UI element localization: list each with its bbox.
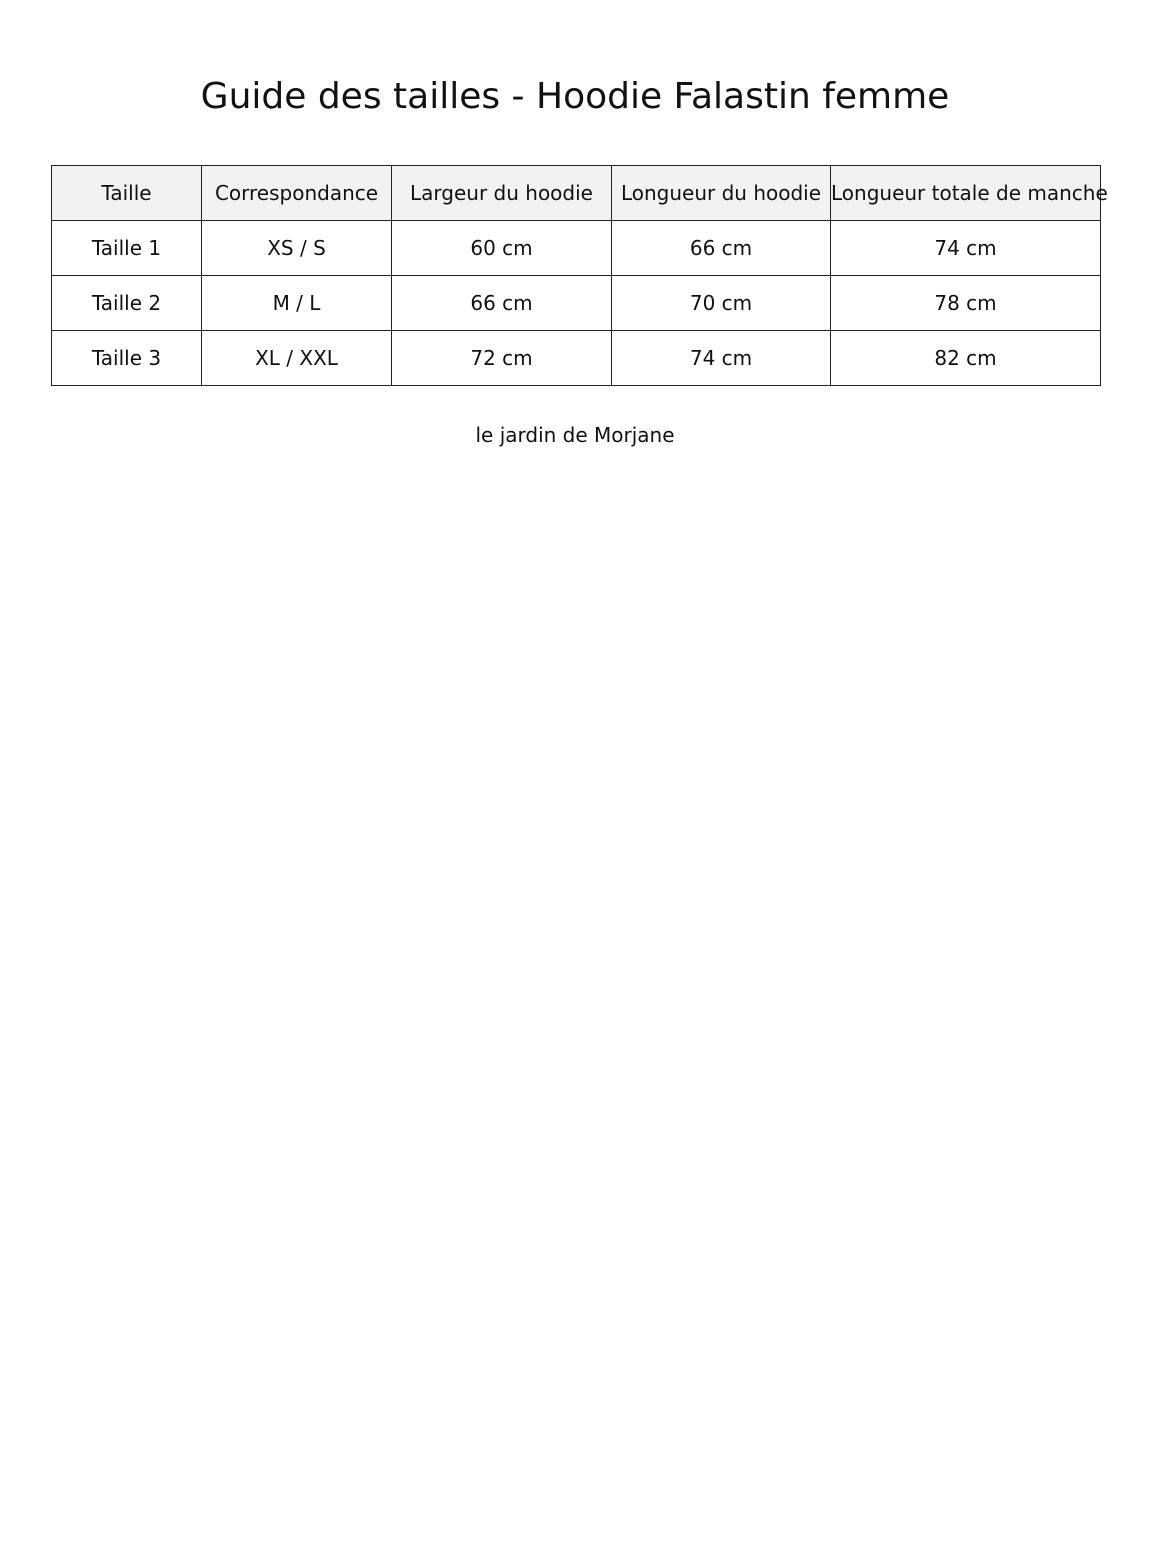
table-cell: 78 cm [831,276,1101,331]
table-cell: 74 cm [612,331,831,386]
table-cell: 74 cm [831,221,1101,276]
table-row [52,331,1101,386]
table-cell: 72 cm [392,331,612,386]
table-cell: M / L [202,276,392,331]
table-cell: 70 cm [612,276,831,331]
table-cell: Taille 3 [52,331,202,386]
table-row [52,276,1101,331]
table-cell: 66 cm [612,221,831,276]
column-header-manche: Longueur totale de manche [831,166,1101,221]
table-row [52,221,1101,276]
table-cell: Taille 1 [52,221,202,276]
column-header-correspondance: Correspondance [202,166,392,221]
table-cell: 60 cm [392,221,612,276]
table-cell: XL / XXL [202,331,392,386]
column-header-largeur: Largeur du hoodie [392,166,612,221]
column-header-longueur: Longueur du hoodie [612,166,831,221]
footer-brand-text: le jardin de Morjane [475,423,675,447]
table-cell: Taille 2 [52,276,202,331]
table-cell: XS / S [202,221,392,276]
size-chart-table [51,165,1108,386]
table-cell: 82 cm [831,331,1101,386]
table-cell: 66 cm [392,276,612,331]
table-header-row [52,166,1101,221]
page-title: Guide des tailles - Hoodie Falastin femme [200,76,950,117]
column-header-taille: Taille [52,166,202,221]
